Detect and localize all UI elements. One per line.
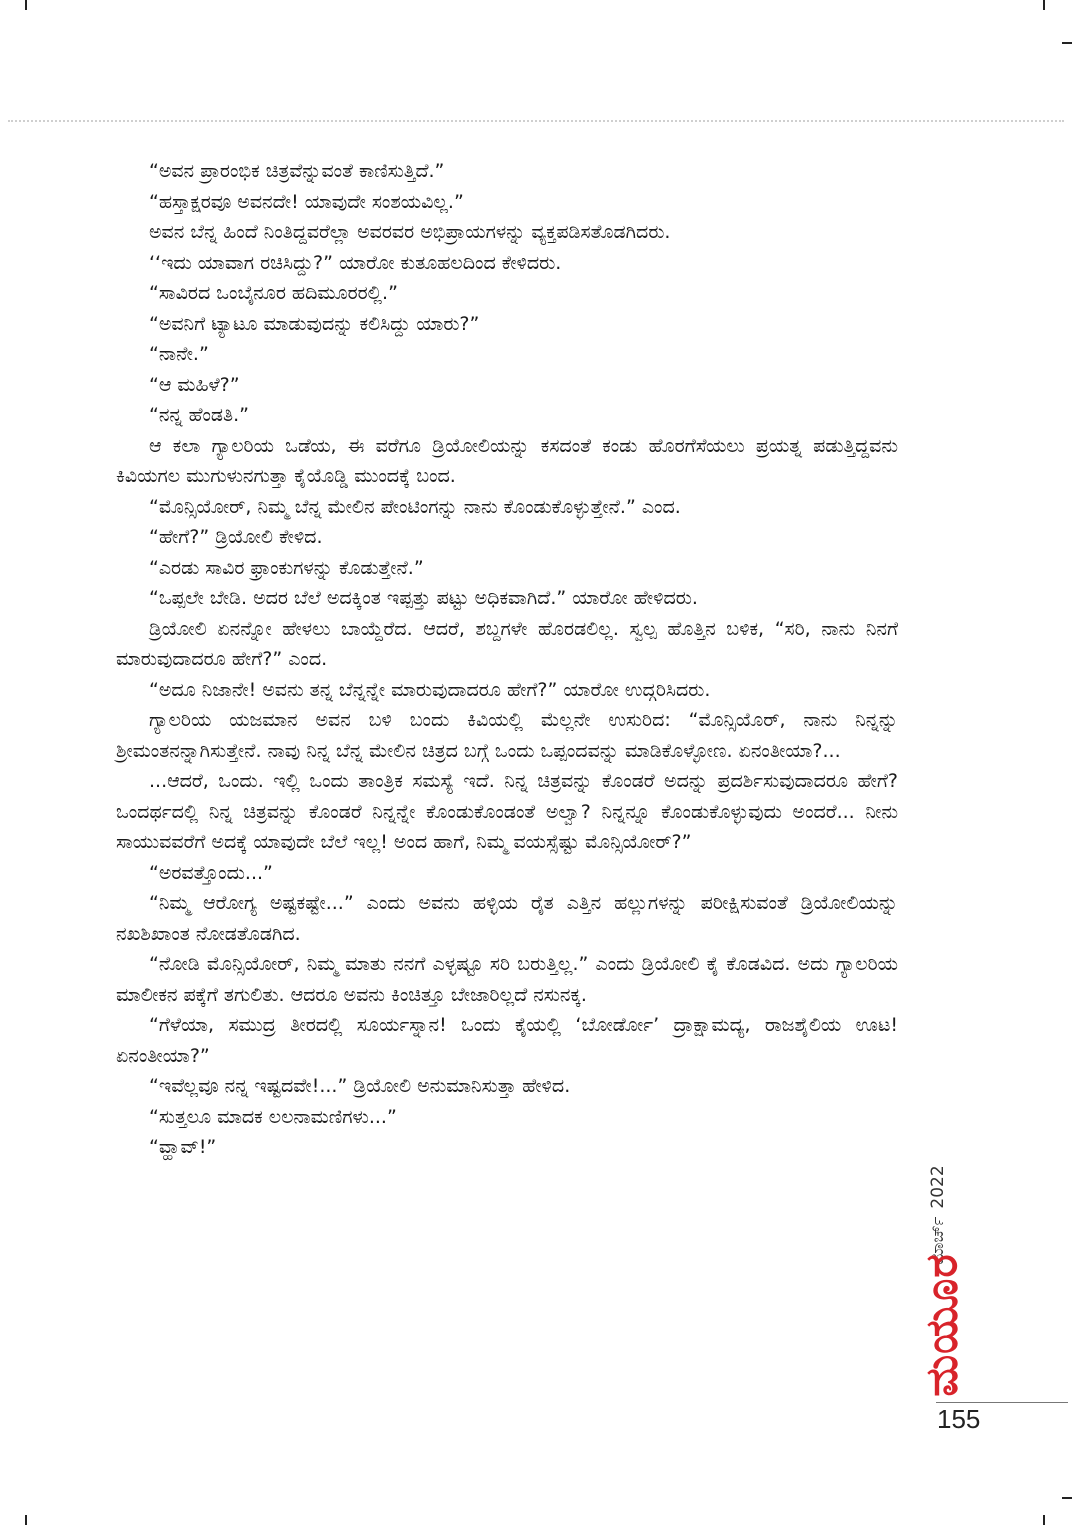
paragraph: “ನಾನೇ.” [149, 343, 209, 365]
paragraph: “ಅವನಿಗೆ ಟ್ಯಾಟೂ ಮಾಡುವುದನ್ನು ಕಲಿಸಿದ್ದು ಯಾರು?” [149, 312, 480, 335]
paragraph: “ಗೆಳೆಯಾ, ಸಮುದ್ರ ತೀರದಲ್ಲಿ ಸೂರ್ಯಸ್ನಾನ! ಒಂದು ಕೈಯಲ್ಲಿ ‘ಬೋರ್ಡೋ’ ದ್ರಾಕ್ಷಾಮದ್ಯ, ರಾಜಶೈಲಿಯ ಊಟ! ಏನಂತೀಯಾ?” [116, 1014, 898, 1067]
paragraph: “ಅವನ ಪ್ರಾರಂಭಿಕ ಚಿತ್ರವೆನ್ನುವಂತೆ ಕಾಣಿಸುತ್ತಿದೆ.” [149, 160, 445, 182]
paragraph: “ಅರವತ್ತೊಂದು...” [149, 861, 273, 884]
paragraph: “ಸುತ್ತಲೂ ಮಾದಕ ಲಲನಾಮಣಿಗಳು...” [149, 1105, 397, 1128]
page-number-rule [936, 1402, 1068, 1403]
paragraph: “ಹೇಗೆ?” ಡ್ರಿಯೋಲಿ ಕೇಳಿದ. [149, 526, 323, 548]
paragraph: “ಹಸ್ತಾಕ್ಷರವೂ ಅವನದೇ! ಯಾವುದೇ ಸಂಶಯವಿಲ್ಲ.” [149, 190, 464, 213]
paragraph: “ನೋಡಿ ಮೊನ್ಸಿಯೋರ್, ನಿಮ್ಮ ಮಾತು ನನಗೆ ಎಳ್ಳಷ್ಟೂ ಸರಿ ಬರುತ್ತಿಲ್ಲ.” ಎಂದು ಡ್ರಿಯೋಲಿ ಕೈ ಕೊಡವಿದ. ಅದು ಗ್ಯಾಲರಿಯ ಮಾಲೀಕನ ಪಕ್ಕೆಗೆ ತಗುಲಿತು. ಆದರೂ ಅವನು ಕಿಂಚಿತ್ತೂ ಬೇಜಾರಿಲ್ಲದೆ ನಸುನಕ್ಕ. [116, 953, 898, 1006]
paragraph: ...ಆದರೆ, ಒಂದು. ಇಲ್ಲಿ ಒಂದು ತಾಂತ್ರಿಕ ಸಮಸ್ಯೆ ಇದೆ. ನಿನ್ನ ಚಿತ್ರವನ್ನು ಕೊಂಡರೆ ಅದನ್ನು ಪ್ರದರ್ಶಿಸುವುದಾದರೂ ಹೇಗೆ? ಒಂದರ್ಥದಲ್ಲಿ ನಿನ್ನ ಚಿತ್ರವನ್ನು ಕೊಂಡರೆ ನಿನ್ನನ್ನೇ ಕೊಂಡುಕೊಂಡಂತೆ ಅಲ್ವಾ? ನಿನ್ನನ್ನೂ ಕೊಂಡುಕೊಳ್ಳುವುದು ಅಂದರೆ... ನೀನು ಸಾಯುವವರೆಗೆ ಅದಕ್ಕೆ ಯಾವುದೇ ಬೆಲೆ ಇಲ್ಲ! ಅಂದ ಹಾಗೆ, ನಿಮ್ಮ ವಯಸ್ಸೆಷ್ಟು ಮೊನ್ಸಿಯೋರ್?” [116, 770, 898, 853]
paragraph: “ಅದೂ ನಿಜಾನೇ! ಅವನು ತನ್ನ ಬೆನ್ನನ್ನೇ ಮಾರುವುದಾದರೂ ಹೇಗೆ?” ಯಾರೋ ಉದ್ಗರಿಸಿದರು. [149, 678, 711, 701]
issue-month: ಮಾರ್ಚ್ [928, 1216, 948, 1265]
crop-mark-top-left [25, 0, 27, 10]
paragraph: “ನನ್ನ ಹೆಂಡತಿ.” [149, 404, 249, 426]
paragraph: ‘‘ಇದು ಯಾವಾಗ ರಚಿಸಿದ್ದು?” ಯಾರೋ ಕುತೂಹಲದಿಂದ ಕೇಳಿದರು. [149, 251, 562, 274]
issue-sidebar [916, 1085, 980, 1397]
paragraph: “ವ್ಹಾವ್!” [149, 1136, 217, 1158]
paragraph: “ನಿಮ್ಮ ಆರೋಗ್ಯ ಅಷ್ಟಕಷ್ಟೇ...” ಎಂದು ಅವನು ಹಳ್ಳಿಯ ರೈತ ಎತ್ತಿನ ಹಲ್ಲುಗಳನ್ನು ಪರೀಕ್ಷಿಸುವಂತೆ ಡ್ರಿಯೋಲಿಯನ್ನು ನಖಶಿಖಾಂತ ನೋಡತೊಡಗಿದ. [116, 892, 898, 945]
magazine-logo: ಮಯೂರ [916, 1253, 968, 1397]
paragraph: “ಇವೆಲ್ಲವೂ ನನ್ನ ಇಷ್ಟದವೇ!...” ಡ್ರಿಯೋಲಿ ಅನುಮಾನಿಸುತ್ತಾ ಹೇಳಿದ. [149, 1075, 571, 1097]
crop-mark-right-upper [1062, 42, 1072, 44]
paragraph: ಅವನ ಬೆನ್ನ ಹಿಂದೆ ನಿಂತಿದ್ದವರೆಲ್ಲಾ ಅವರವರ ಅಭಿಪ್ರಾಯಗಳನ್ನು ವ್ಯಕ್ತಪಡಿಸತೊಡಗಿದರು. [149, 221, 671, 243]
header-dotted-rule [8, 120, 1064, 122]
crop-mark-right-lower [1062, 1497, 1072, 1499]
crop-mark-bottom-left [25, 1515, 27, 1525]
paragraph: ಡ್ರಿಯೋಲಿ ಏನನ್ನೋ ಹೇಳಲು ಬಾಯ್ದೆರೆದ. ಆದರೆ, ಶಬ್ದಗಳೇ ಹೊರಡಲಿಲ್ಲ. ಸ್ವಲ್ಪ ಹೊತ್ತಿನ ಬಳಿಕ, “ಸರಿ, ನಾನು ನಿನಗೆ ಮಾರುವುದಾದರೂ ಹೇಗೆ?” ಎಂದ. [116, 617, 898, 670]
issue-year: 2022 [928, 1165, 948, 1209]
paragraph: “ಸಾವಿರದ ಒಂಬೈನೂರ ಹದಿಮೂರರಲ್ಲಿ.” [149, 282, 398, 304]
article-body [116, 156, 898, 1163]
paragraph: ಆ ಕಲಾ ಗ್ಯಾಲರಿಯ ಒಡೆಯ, ಈ ವರೆಗೂ ಡ್ರಿಯೋಲಿಯನ್ನು ಕಸದಂತೆ ಕಂಡು ಹೊರಗೆಸೆಯಲು ಪ್ರಯತ್ನ ಪಡುತ್ತಿದ್ದವನು ಕಿವಿಯಗಲ ಮುಗುಳುನಗುತ್ತಾ ಕೈಯೊಡ್ಡಿ ಮುಂದಕ್ಕೆ ಬಂದ. [116, 434, 898, 487]
crop-mark-bottom-right [1043, 1515, 1045, 1525]
paragraph: “ಒಪ್ಪಲೇ ಬೇಡಿ. ಅದರ ಬೆಲೆ ಅದಕ್ಕಿಂತ ಇಪ್ಪತ್ತು ಪಟ್ಟು ಅಧಿಕವಾಗಿದೆ.” ಯಾರೋ ಹೇಳಿದರು. [149, 587, 698, 609]
paragraph: “ಎರಡು ಸಾವಿರ ಫ್ರಾಂಕುಗಳನ್ನು ಕೊಡುತ್ತೇನೆ.” [149, 556, 424, 579]
paragraph: “ಆ ಮಹಿಳೆ?” [149, 373, 240, 396]
crop-mark-top-right [1043, 0, 1045, 10]
paragraph: ಗ್ಯಾಲರಿಯ ಯಜಮಾನ ಅವನ ಬಳಿ ಬಂದು ಕಿವಿಯಲ್ಲಿ ಮೆಲ್ಲನೇ ಉಸುರಿದ: “ಮೊನ್ಸಿಯೊರ್, ನಾನು ನಿನ್ನನ್ನು ಶ್ರೀಮಂತನನ್ನಾಗಿಸುತ್ತೇನೆ. ನಾವು ನಿನ್ನ ಬೆನ್ನ ಮೇಲಿನ ಚಿತ್ರದ ಬಗ್ಗೆ ಒಂದು ಒಪ್ಪಂದವನ್ನು ಮಾಡಿಕೊಳ್ಳೋಣ. ಏನಂತೀಯಾ?... [116, 709, 898, 762]
paragraph: “ಮೊನ್ಸಿಯೋರ್, ನಿಮ್ಮ ಬೆನ್ನ ಮೇಲಿನ ಪೇಂಟಿಂಗನ್ನು ನಾನು ಕೊಂಡುಕೊಳ್ಳುತ್ತೇನೆ.” ಎಂದ. [149, 495, 681, 518]
page-number: 155 [937, 1404, 981, 1434]
